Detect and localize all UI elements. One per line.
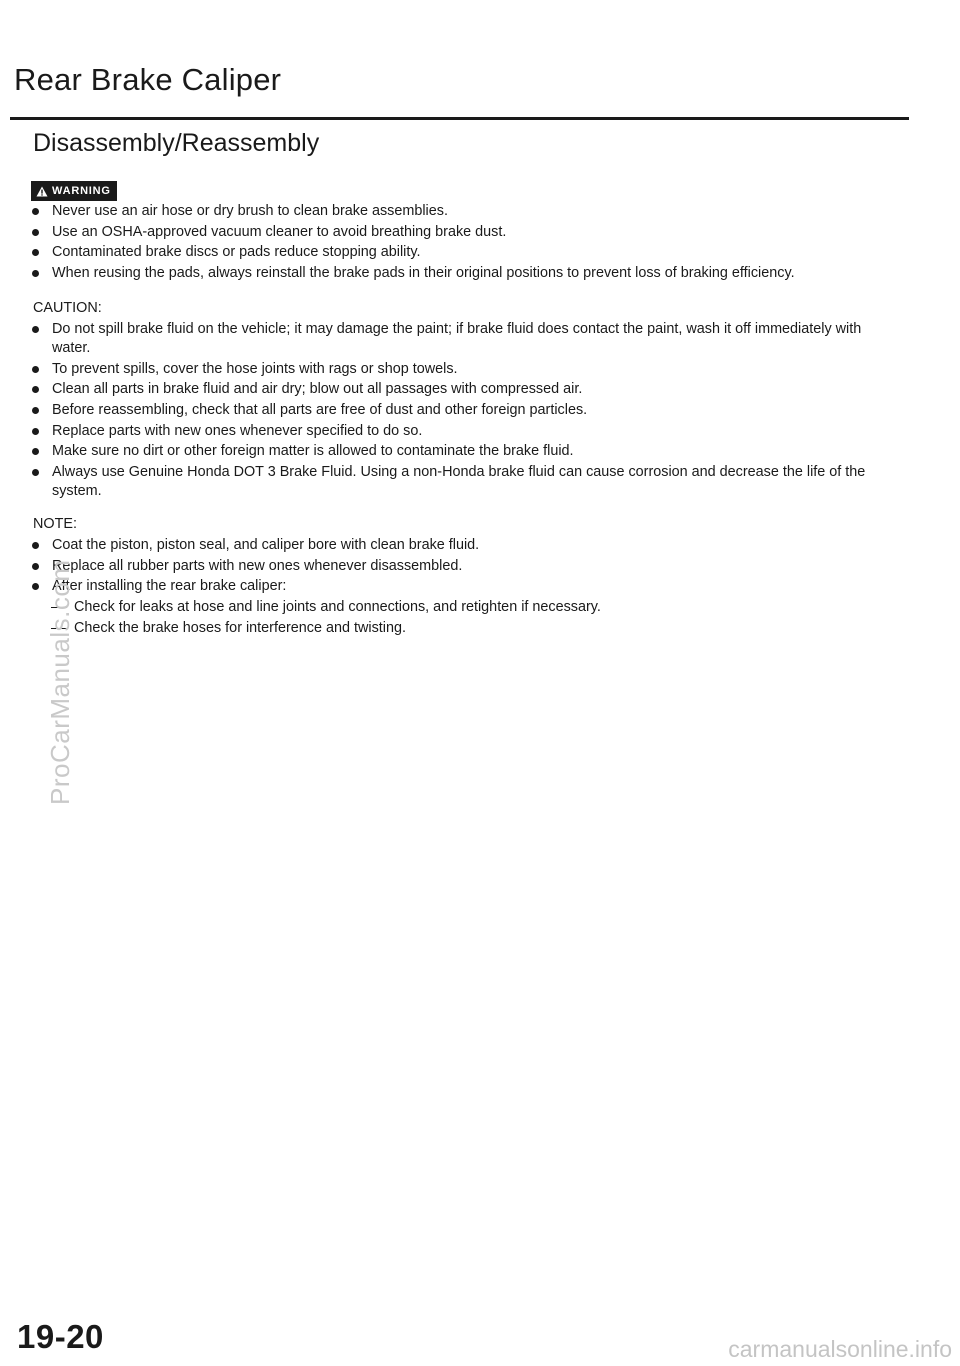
sub-list-item: Check for leaks at hose and line joints and connections, and retighten if necessary. (51, 598, 900, 617)
page-title: Rear Brake Caliper (14, 62, 282, 97)
list-item: Use an OSHA-approved vacuum cleaner to avoid breathing brake dust. (32, 223, 900, 242)
warning-badge (31, 181, 117, 201)
list-item: When reusing the pads, always reinstall the brake pads in their original positions to prevent loss of braking efficiency. (32, 264, 900, 283)
bullet-icon (32, 542, 39, 549)
watermark: ProCarManuals.com (45, 559, 75, 805)
note-section (32, 515, 900, 639)
bullet-icon (32, 386, 39, 393)
sub-list-item: Check the brake hoses for interference and twisting. (51, 619, 900, 638)
caution-section (32, 299, 900, 503)
list-item: Before reassembling, check that all parts are free of dust and other foreign particles. (32, 401, 900, 420)
bullet-icon (32, 563, 39, 570)
list-item: Do not spill brake fluid on the vehicle; it may damage the paint; if brake fluid does contact the paint, wash it off immediately with water. (32, 320, 900, 358)
title-rule (10, 117, 909, 120)
bullet-icon (32, 249, 39, 256)
note-label: NOTE: (33, 516, 77, 532)
caution-label: CAUTION: (33, 300, 102, 316)
bullet-icon (32, 428, 39, 435)
list-item: After installing the rear brake caliper: (32, 577, 900, 596)
bullet-icon (32, 208, 39, 215)
bullet-icon (32, 469, 39, 476)
section-heading: Disassembly/Reassembly (33, 129, 320, 157)
bullet-icon (32, 366, 39, 373)
bullet-icon (32, 326, 39, 333)
warning-triangle-icon (36, 186, 48, 197)
footer-site-link[interactable]: carmanualsonline.info (728, 1336, 952, 1362)
bullet-icon (32, 407, 39, 414)
list-item: Contaminated brake discs or pads reduce stopping ability. (32, 243, 900, 262)
list-item: Clean all parts in brake fluid and air dry; blow out all passages with compressed air. (32, 380, 900, 399)
warning-badge-label: WARNING (52, 185, 111, 197)
bullet-icon (32, 229, 39, 236)
warning-list (32, 202, 900, 285)
list-item: To prevent spills, cover the hose joints with rags or shop towels. (32, 360, 900, 379)
list-item: Replace all rubber parts with new ones whenever disassembled. (32, 557, 900, 576)
list-item: Make sure no dirt or other foreign matter is allowed to contaminate the brake fluid. (32, 442, 900, 461)
bullet-icon (32, 448, 39, 455)
page-number: 19-20 (17, 1318, 104, 1355)
bullet-icon (32, 583, 39, 590)
list-item: Never use an air hose or dry brush to clean brake assemblies. (32, 202, 900, 221)
bullet-icon (32, 270, 39, 277)
list-item: Coat the piston, piston seal, and caliper bore with clean brake fluid. (32, 536, 900, 555)
list-item: Replace parts with new ones whenever specified to do so. (32, 422, 900, 441)
list-item: Always use Genuine Honda DOT 3 Brake Fluid. Using a non-Honda brake fluid can cause corrosion and decrease the life of the system. (32, 463, 900, 501)
